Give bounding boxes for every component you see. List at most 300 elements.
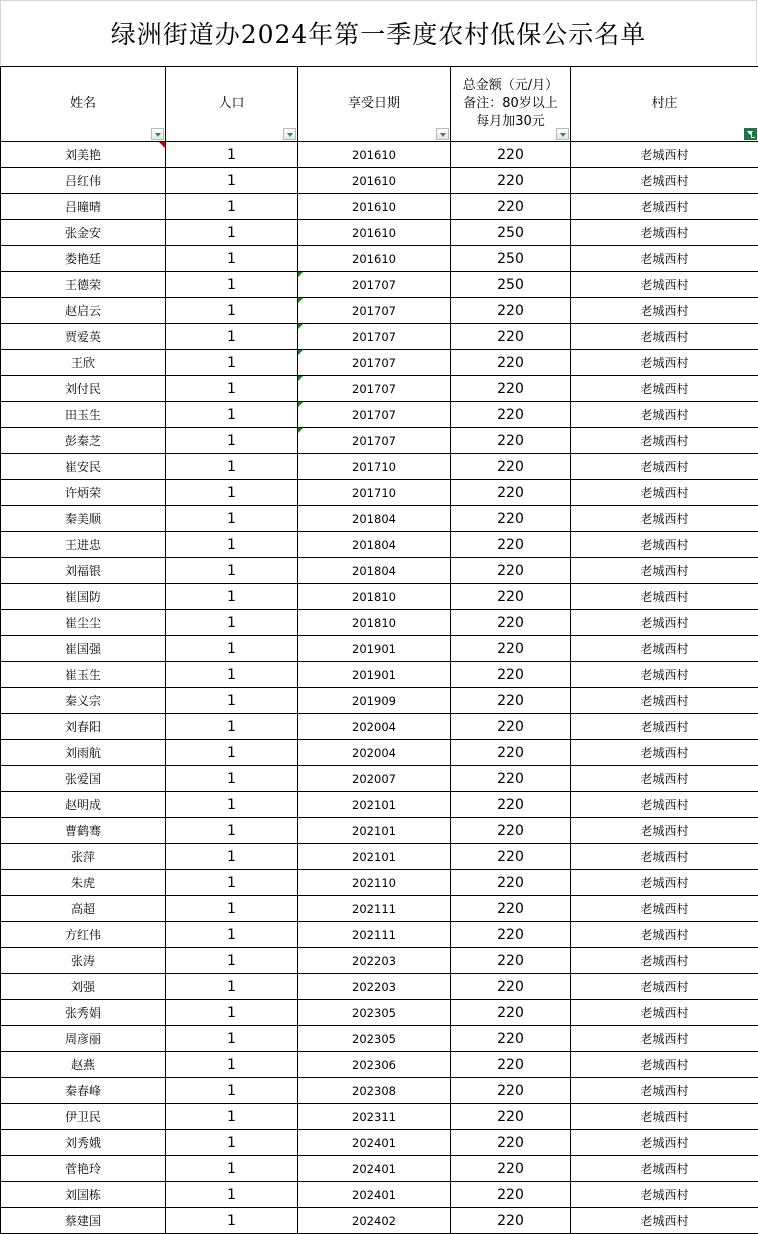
cell-name[interactable]	[1, 1156, 166, 1182]
cell-amount-text: 220	[497, 173, 524, 189]
cell-name[interactable]	[1, 740, 166, 766]
cell-amount[interactable]	[451, 818, 571, 844]
cell-amount[interactable]	[451, 584, 571, 610]
column-header-date[interactable]	[298, 67, 451, 142]
cell-amount[interactable]	[451, 558, 571, 584]
cell-village[interactable]	[571, 376, 758, 402]
cell-date-text: 202004	[352, 746, 396, 760]
cell-village[interactable]	[571, 402, 758, 428]
cell-amount[interactable]	[451, 428, 571, 454]
cell-people-text: 1	[227, 719, 236, 735]
cell-village[interactable]	[571, 220, 758, 246]
cell-village[interactable]	[571, 584, 758, 610]
cell-date[interactable]	[298, 792, 451, 818]
cell-name[interactable]	[1, 636, 166, 662]
cell-people-text: 1	[227, 927, 236, 943]
cell-amount[interactable]	[451, 532, 571, 558]
error-indicator-icon[interactable]	[298, 376, 303, 381]
cell-date[interactable]	[298, 688, 451, 714]
table-row	[1, 142, 758, 168]
cell-village[interactable]	[571, 1000, 758, 1026]
cell-people[interactable]	[166, 506, 298, 532]
cell-amount[interactable]	[451, 1156, 571, 1182]
cell-date[interactable]	[298, 896, 451, 922]
cell-village[interactable]	[571, 1026, 758, 1052]
cell-name[interactable]	[1, 246, 166, 272]
column-header-village[interactable]	[571, 67, 758, 142]
cell-people[interactable]	[166, 584, 298, 610]
cell-people[interactable]	[166, 376, 298, 402]
cell-name[interactable]	[1, 220, 166, 246]
cell-village-text: 老城西村	[640, 356, 688, 370]
cell-people[interactable]	[166, 766, 298, 792]
cell-name-text: 吕曈晴	[65, 200, 101, 214]
cell-people[interactable]	[166, 1156, 298, 1182]
cell-people[interactable]	[166, 246, 298, 272]
cell-people-text: 1	[227, 1213, 236, 1229]
cell-amount[interactable]	[451, 1026, 571, 1052]
cell-people[interactable]	[166, 948, 298, 974]
cell-people[interactable]	[166, 194, 298, 220]
table-row	[1, 532, 758, 558]
cell-date[interactable]	[298, 1130, 451, 1156]
cell-people[interactable]	[166, 844, 298, 870]
cell-village[interactable]	[571, 870, 758, 896]
cell-people[interactable]	[166, 324, 298, 350]
filter-dropdown-icon[interactable]	[556, 128, 569, 140]
cell-people-text: 1	[227, 199, 236, 215]
cell-date[interactable]	[298, 480, 451, 506]
cell-name-text: 张涛	[71, 954, 95, 968]
cell-name[interactable]	[1, 532, 166, 558]
cell-village[interactable]	[571, 454, 758, 480]
cell-name[interactable]	[1, 870, 166, 896]
cell-name[interactable]	[1, 194, 166, 220]
cell-name[interactable]	[1, 454, 166, 480]
cell-date[interactable]	[298, 506, 451, 532]
table-row	[1, 1078, 758, 1104]
error-indicator-icon[interactable]	[298, 272, 303, 277]
cell-amount[interactable]	[451, 350, 571, 376]
cell-amount[interactable]	[451, 792, 571, 818]
filter-dropdown-icon[interactable]	[283, 128, 296, 140]
cell-village[interactable]	[571, 1130, 758, 1156]
cell-people-text: 1	[227, 433, 236, 449]
cell-amount-text: 220	[497, 771, 524, 787]
cell-village-text: 老城西村	[640, 512, 688, 526]
cell-amount[interactable]	[451, 844, 571, 870]
cell-amount-text: 250	[497, 251, 524, 267]
cell-people[interactable]	[166, 1026, 298, 1052]
cell-date[interactable]	[298, 948, 451, 974]
cell-name[interactable]	[1, 610, 166, 636]
cell-people[interactable]	[166, 662, 298, 688]
cell-date[interactable]	[298, 1052, 451, 1078]
filter-active-icon[interactable]	[744, 128, 757, 140]
cell-name[interactable]	[1, 428, 166, 454]
cell-name[interactable]	[1, 688, 166, 714]
cell-date[interactable]	[298, 974, 451, 1000]
cell-date[interactable]	[298, 766, 451, 792]
cell-people[interactable]	[166, 1182, 298, 1208]
table-row	[1, 740, 758, 766]
table-row	[1, 584, 758, 610]
cell-people[interactable]	[166, 168, 298, 194]
cell-name-text: 王德荣	[65, 278, 101, 292]
cell-amount[interactable]	[451, 298, 571, 324]
cell-people[interactable]	[166, 792, 298, 818]
cell-name-text: 张爱国	[65, 772, 101, 786]
cell-name[interactable]	[1, 1000, 166, 1026]
error-indicator-icon[interactable]	[298, 428, 303, 433]
cell-amount[interactable]	[451, 480, 571, 506]
cell-village[interactable]	[571, 792, 758, 818]
cell-name[interactable]	[1, 168, 166, 194]
cell-village-text: 老城西村	[640, 642, 688, 656]
cell-amount-text: 220	[497, 901, 524, 917]
cell-people[interactable]	[166, 870, 298, 896]
cell-name-text: 周彦丽	[65, 1032, 101, 1046]
cell-village[interactable]	[571, 350, 758, 376]
cell-village[interactable]	[571, 896, 758, 922]
cell-amount[interactable]	[451, 1078, 571, 1104]
cell-date[interactable]	[298, 168, 451, 194]
cell-amount[interactable]	[451, 974, 571, 1000]
cell-date-text: 201707	[352, 278, 396, 292]
cell-people[interactable]	[166, 402, 298, 428]
cell-people[interactable]	[166, 480, 298, 506]
cell-amount-text: 220	[497, 1161, 524, 1177]
cell-village-text: 老城西村	[640, 226, 688, 240]
cell-amount[interactable]	[451, 194, 571, 220]
cell-date-text: 201810	[352, 616, 396, 630]
cell-date-text: 201707	[352, 356, 396, 370]
table-row	[1, 558, 758, 584]
cell-name[interactable]	[1, 350, 166, 376]
cell-amount[interactable]	[451, 220, 571, 246]
cell-village[interactable]	[571, 142, 758, 168]
cell-name[interactable]	[1, 844, 166, 870]
cell-name[interactable]	[1, 1104, 166, 1130]
cell-people[interactable]	[166, 142, 298, 168]
table-row	[1, 922, 758, 948]
cell-village[interactable]	[571, 246, 758, 272]
cell-date[interactable]	[298, 870, 451, 896]
cell-people[interactable]	[166, 1130, 298, 1156]
cell-name[interactable]	[1, 324, 166, 350]
cell-village[interactable]	[571, 688, 758, 714]
cell-name[interactable]	[1, 584, 166, 610]
cell-name-text: 崔国防	[65, 590, 101, 604]
cell-amount[interactable]	[451, 1182, 571, 1208]
cell-people[interactable]	[166, 974, 298, 1000]
cell-people[interactable]	[166, 896, 298, 922]
cell-name[interactable]	[1, 896, 166, 922]
cell-village[interactable]	[571, 194, 758, 220]
cell-village[interactable]	[571, 506, 758, 532]
cell-name-text: 王进忠	[65, 538, 101, 552]
cell-people-text: 1	[227, 537, 236, 553]
cell-village[interactable]	[571, 272, 758, 298]
cell-village[interactable]	[571, 532, 758, 558]
cell-people[interactable]	[166, 1052, 298, 1078]
cell-date[interactable]	[298, 1000, 451, 1026]
cell-village-text: 老城西村	[640, 460, 688, 474]
cell-date-text: 201707	[352, 304, 396, 318]
cell-date[interactable]	[298, 714, 451, 740]
cell-amount[interactable]	[451, 1000, 571, 1026]
cell-amount[interactable]	[451, 324, 571, 350]
cell-amount[interactable]	[451, 402, 571, 428]
cell-village[interactable]	[571, 1156, 758, 1182]
cell-date[interactable]	[298, 142, 451, 168]
cell-name[interactable]	[1, 558, 166, 584]
cell-date[interactable]	[298, 636, 451, 662]
cell-people[interactable]	[166, 1000, 298, 1026]
error-indicator-icon[interactable]	[298, 350, 303, 355]
cell-people[interactable]	[166, 272, 298, 298]
cell-village[interactable]	[571, 948, 758, 974]
cell-name[interactable]	[1, 376, 166, 402]
header-label: 姓名	[1, 95, 165, 113]
cell-name-text: 贾爱英	[65, 330, 101, 344]
cell-people[interactable]	[166, 636, 298, 662]
cell-date-text: 201707	[352, 434, 396, 448]
cell-date[interactable]	[298, 584, 451, 610]
cell-name[interactable]	[1, 480, 166, 506]
cell-date[interactable]	[298, 298, 451, 324]
cell-people-text: 1	[227, 953, 236, 969]
cell-name[interactable]	[1, 974, 166, 1000]
cell-date[interactable]	[298, 324, 451, 350]
cell-name[interactable]	[1, 922, 166, 948]
table-row	[1, 1026, 758, 1052]
cell-village[interactable]	[571, 324, 758, 350]
cell-name[interactable]	[1, 766, 166, 792]
cell-people-text: 1	[227, 147, 236, 163]
cell-village[interactable]	[571, 740, 758, 766]
cell-amount[interactable]	[451, 376, 571, 402]
cell-village[interactable]	[571, 610, 758, 636]
cell-people-text: 1	[227, 875, 236, 891]
cell-people-text: 1	[227, 277, 236, 293]
cell-date[interactable]	[298, 428, 451, 454]
cell-amount[interactable]	[451, 168, 571, 194]
cell-date[interactable]	[298, 246, 451, 272]
cell-village[interactable]	[571, 636, 758, 662]
cell-amount[interactable]	[451, 454, 571, 480]
cell-date[interactable]	[298, 454, 451, 480]
cell-amount[interactable]	[451, 870, 571, 896]
cell-village[interactable]	[571, 922, 758, 948]
error-indicator-icon[interactable]	[298, 324, 303, 329]
cell-name[interactable]	[1, 402, 166, 428]
cell-name[interactable]	[1, 948, 166, 974]
cell-date-text: 202305	[352, 1006, 396, 1020]
cell-amount[interactable]	[451, 142, 571, 168]
cell-village[interactable]	[571, 662, 758, 688]
cell-name-text: 刘春阳	[65, 720, 101, 734]
cell-amount[interactable]	[451, 922, 571, 948]
cell-people[interactable]	[166, 610, 298, 636]
cell-amount[interactable]	[451, 506, 571, 532]
cell-date[interactable]	[298, 662, 451, 688]
cell-village[interactable]	[571, 480, 758, 506]
cell-date[interactable]	[298, 740, 451, 766]
cell-date[interactable]	[298, 1156, 451, 1182]
cell-date[interactable]	[298, 220, 451, 246]
cell-date-text: 202402	[352, 1214, 396, 1228]
cell-people[interactable]	[166, 350, 298, 376]
cell-people[interactable]	[166, 714, 298, 740]
filter-dropdown-icon[interactable]	[151, 128, 164, 140]
cell-name[interactable]	[1, 1130, 166, 1156]
cell-people[interactable]	[166, 298, 298, 324]
cell-amount[interactable]	[451, 1104, 571, 1130]
cell-village-text: 老城西村	[640, 1006, 688, 1020]
cell-people[interactable]	[166, 428, 298, 454]
cell-village[interactable]	[571, 1104, 758, 1130]
cell-village[interactable]	[571, 974, 758, 1000]
cell-amount[interactable]	[451, 688, 571, 714]
cell-name-text: 崔国强	[65, 642, 101, 656]
cell-name[interactable]	[1, 506, 166, 532]
cell-date[interactable]	[298, 350, 451, 376]
error-indicator-icon[interactable]	[298, 298, 303, 303]
cell-village[interactable]	[571, 298, 758, 324]
cell-name[interactable]	[1, 298, 166, 324]
cell-name-text: 伊卫民	[65, 1110, 101, 1124]
cell-village[interactable]	[571, 844, 758, 870]
cell-amount[interactable]	[451, 740, 571, 766]
cell-name[interactable]	[1, 1078, 166, 1104]
cell-date[interactable]	[298, 922, 451, 948]
comment-indicator-icon[interactable]	[159, 142, 165, 148]
cell-amount[interactable]	[451, 714, 571, 740]
cell-village-text: 老城西村	[640, 1032, 688, 1046]
cell-people[interactable]	[166, 454, 298, 480]
cell-people-text: 1	[227, 745, 236, 761]
table-row	[1, 688, 758, 714]
column-header-name[interactable]	[1, 67, 166, 142]
cell-village[interactable]	[571, 714, 758, 740]
error-indicator-icon[interactable]	[298, 402, 303, 407]
cell-village[interactable]	[571, 818, 758, 844]
cell-amount[interactable]	[451, 1052, 571, 1078]
cell-name[interactable]	[1, 142, 166, 168]
cell-village[interactable]	[571, 1078, 758, 1104]
header-label: 村庄	[571, 95, 758, 113]
header-label-line2: 备注：80岁以上	[451, 95, 570, 113]
cell-people[interactable]	[166, 220, 298, 246]
cell-date[interactable]	[298, 194, 451, 220]
cell-date[interactable]	[298, 1182, 451, 1208]
cell-village[interactable]	[571, 766, 758, 792]
cell-people[interactable]	[166, 818, 298, 844]
cell-name[interactable]	[1, 818, 166, 844]
cell-people[interactable]	[166, 1104, 298, 1130]
cell-village[interactable]	[571, 558, 758, 584]
cell-people[interactable]	[166, 688, 298, 714]
cell-people[interactable]	[166, 740, 298, 766]
cell-amount-text: 220	[497, 433, 524, 449]
cell-amount[interactable]	[451, 948, 571, 974]
cell-people[interactable]	[166, 558, 298, 584]
table-row	[1, 948, 758, 974]
cell-people-text: 1	[227, 823, 236, 839]
cell-date[interactable]	[298, 402, 451, 428]
cell-village-text: 老城西村	[640, 798, 688, 812]
cell-amount[interactable]	[451, 1130, 571, 1156]
cell-name[interactable]	[1, 1052, 166, 1078]
cell-people[interactable]	[166, 1078, 298, 1104]
cell-people-text: 1	[227, 1057, 236, 1073]
cell-amount-text: 220	[497, 1213, 524, 1229]
cell-people[interactable]	[166, 922, 298, 948]
cell-date[interactable]	[298, 844, 451, 870]
cell-amount[interactable]	[451, 896, 571, 922]
cell-date[interactable]	[298, 1026, 451, 1052]
cell-date[interactable]	[298, 532, 451, 558]
cell-people-text: 1	[227, 1135, 236, 1151]
cell-date[interactable]	[298, 272, 451, 298]
cell-village[interactable]	[571, 1052, 758, 1078]
cell-amount-text: 220	[497, 875, 524, 891]
cell-village[interactable]	[571, 168, 758, 194]
cell-date[interactable]	[298, 376, 451, 402]
cell-name[interactable]	[1, 272, 166, 298]
cell-people[interactable]	[166, 532, 298, 558]
cell-amount-text: 220	[497, 719, 524, 735]
table-row	[1, 402, 758, 428]
cell-name[interactable]	[1, 1026, 166, 1052]
cell-amount[interactable]	[451, 246, 571, 272]
cell-people-text: 1	[227, 797, 236, 813]
cell-date-text: 201810	[352, 590, 396, 604]
cell-people-text: 1	[227, 1187, 236, 1203]
cell-amount-text: 220	[497, 615, 524, 631]
cell-name[interactable]	[1, 662, 166, 688]
cell-name[interactable]	[1, 792, 166, 818]
cell-date[interactable]	[298, 610, 451, 636]
table-row	[1, 1156, 758, 1182]
cell-date[interactable]	[298, 1078, 451, 1104]
cell-amount[interactable]	[451, 766, 571, 792]
cell-date[interactable]	[298, 558, 451, 584]
cell-amount[interactable]	[451, 272, 571, 298]
cell-date-text: 201901	[352, 668, 396, 682]
cell-amount-text: 220	[497, 953, 524, 969]
column-header-people[interactable]	[166, 67, 298, 142]
cell-name-text: 刘福银	[65, 564, 101, 578]
cell-date-text: 201610	[352, 200, 396, 214]
cell-amount[interactable]	[451, 610, 571, 636]
cell-village[interactable]	[571, 428, 758, 454]
cell-people-text: 1	[227, 225, 236, 241]
column-header-amount[interactable]	[451, 67, 571, 142]
filter-dropdown-icon[interactable]	[436, 128, 449, 140]
cell-village[interactable]	[571, 1182, 758, 1208]
header-label: 人口	[166, 95, 297, 113]
cell-date[interactable]	[298, 818, 451, 844]
cell-date[interactable]	[298, 1104, 451, 1130]
cell-name-text: 崔尘尘	[65, 616, 101, 630]
cell-name[interactable]	[1, 1182, 166, 1208]
cell-amount[interactable]	[451, 662, 571, 688]
cell-name[interactable]	[1, 714, 166, 740]
cell-amount-text: 220	[497, 329, 524, 345]
cell-amount[interactable]	[451, 636, 571, 662]
